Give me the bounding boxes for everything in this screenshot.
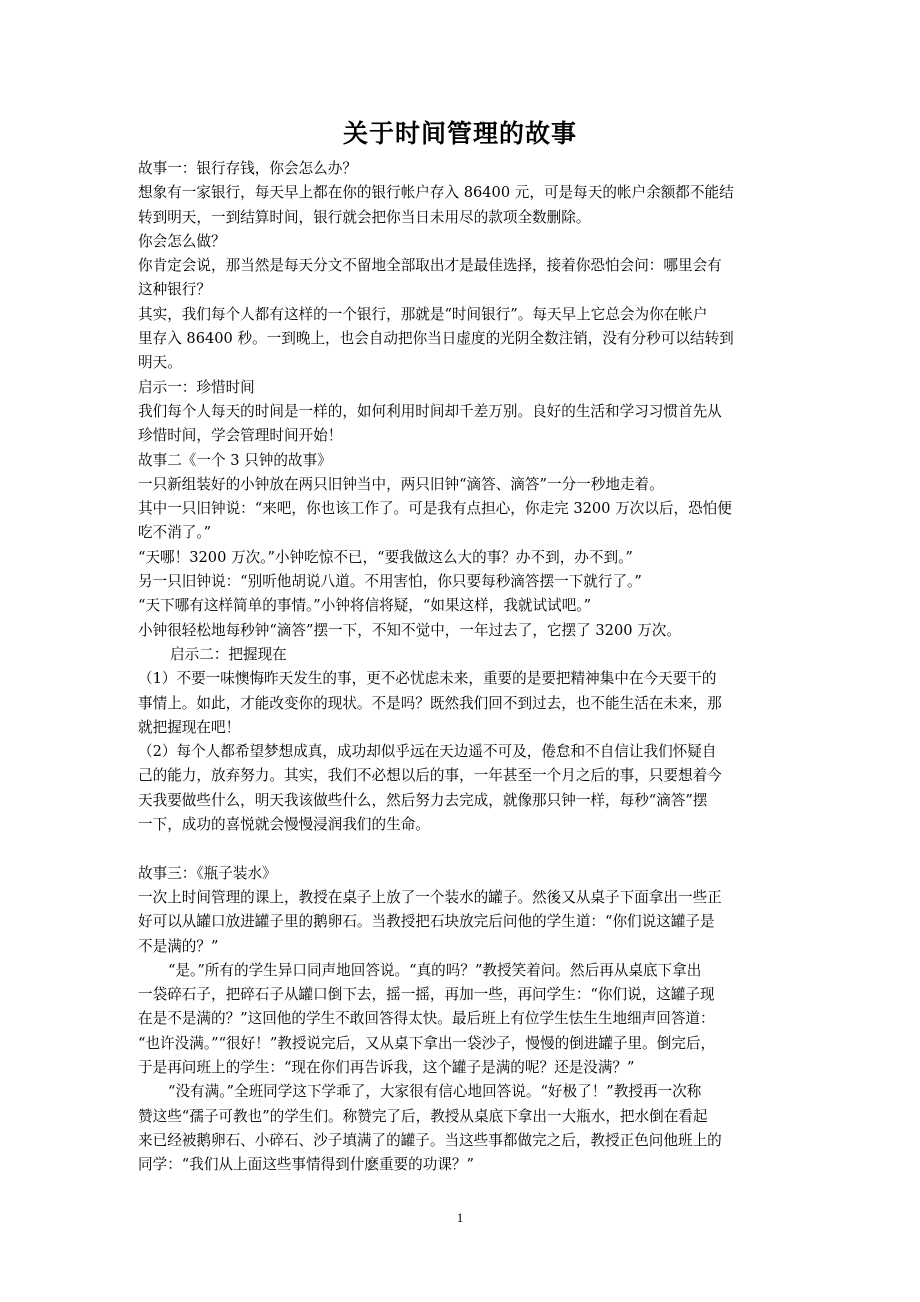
text-line: 故事二《一个 3 只钟的故事》 [138, 451, 332, 469]
text-line [138, 837, 788, 861]
text-line: 一下，成功的喜悦就会慢慢浸润我们的生命。 [138, 816, 430, 834]
text-line: 珍惜时间，学会管理时间开始！ [138, 427, 343, 445]
paragraph-s2-p1 [138, 473, 788, 497]
paragraph-s3-heading [138, 862, 788, 886]
text-line: 事情上。如此，才能改变你的现状。不是吗？既然我们回不到过去，也不能生活在未来，那 [138, 694, 722, 712]
text-line: 赞这些“孺子可教也”的学生们。称赞完了后，教授从桌底下拿出一大瓶水，把水倒在看起 [138, 1107, 708, 1125]
paragraph-s2-p6 [138, 619, 788, 643]
text-line: 在是不是满的？”这回他的学生不敢回答得太快。最后班上有位学生怯生生地细声回答道： [138, 1010, 715, 1028]
text-line: 其实，我们每个人都有这样的一个银行，那就是“时间银行”。每天早上它总会为你在帐户 [138, 305, 708, 323]
text-line: 故事三：《瓶子装水》 [138, 864, 277, 882]
text-line: “天下哪有这样简单的事情。”小钟将信将疑，“如果这样，我就试试吧。” [138, 597, 592, 615]
paragraph-lesson2-heading [138, 643, 788, 667]
paragraph-s1-p1 [138, 181, 788, 230]
text-line: 故事一：银行存钱，你会怎么办？ [138, 160, 357, 177]
text-line: 同学：“我们从上面这些事情得到什麽重要的功课？” [138, 1156, 474, 1174]
paragraph-s2-heading [138, 449, 788, 473]
text-line: 吃不消了。” [138, 524, 212, 542]
paragraph-lesson2-p2 [138, 740, 788, 837]
paragraph-lesson2-p1 [138, 667, 788, 740]
text-line: 好可以从罐口放进罐子里的鹅卵石。当教授把石块放完后问他的学生道：“你们说这罐子是 [138, 913, 715, 931]
paragraph-s1-q [138, 230, 788, 254]
paragraph-s3-p3 [138, 1080, 788, 1177]
paragraph-s1-p3 [138, 303, 788, 376]
text-line: 就把握现在吧！ [138, 718, 241, 736]
text-line: “是。”所有的学生异口同声地回答说。“真的吗？”教授笑着问。然后再从桌底下拿出 [168, 961, 702, 979]
text-line: 转到明天，一到结算时间，银行就会把你当日未用尽的款项全数删除。 [138, 208, 591, 226]
text-line: 里存入 86400 秒。一到晚上，也会自动把你当日虚度的光阴全数注销，没有分秒可以结转到 [138, 330, 734, 348]
text-line: 明天。 [138, 354, 182, 372]
paragraph-lesson1-p [138, 400, 788, 449]
paragraph-lesson1-heading [138, 376, 788, 400]
text-line: 于是再问班上的学生：“现在你们再告诉我，这个罐子是满的呢？还是没满？” [138, 1058, 635, 1076]
text-line: 你会怎么做？ [138, 232, 226, 250]
text-line: 天我要做些什么，明天我该做些什么，然后努力去完成，就像那只钟一样，每秒“滴答”摆 [138, 791, 708, 809]
paragraph-s1-heading [138, 157, 788, 181]
text-line: 小钟很轻松地每秒钟“滴答”摆一下，不知不觉中，一年过去了，它摆了 3200 万次。 [138, 621, 681, 639]
page-title: 关于时间管理的故事 [342, 119, 577, 148]
text-line: 一次上时间管理的课上，教授在桌子上放了一个装水的罐子。然後又从桌子下面拿出一些正 [138, 888, 722, 906]
paragraph-blank [138, 837, 788, 861]
text-line: 一只新组装好的小钟放在两只旧钟当中，两只旧钟“滴答、滴答”一分一秒地走着。 [138, 475, 664, 493]
text-line: 这种银行？ [138, 281, 211, 299]
document-body [138, 157, 788, 1177]
text-line: （1）不要一味懊悔昨天发生的事，更不必忧虑未来，重要的是要把精神集中在今天要干的 [138, 670, 717, 688]
text-line: 启示二：把握现在 [170, 645, 287, 663]
text-line: 我们每个人每天的时间是一样的，如何利用时间却千差万别。良好的生活和学习习惯首先从 [138, 402, 722, 420]
text-line: 不是满的？” [138, 937, 219, 955]
text-line: 想象有一家银行，每天早上都在你的银行帐户存入 86400 元，可是每天的帐户余额都不能结 [138, 184, 734, 202]
text-line: 另一只旧钟说：“别听他胡说八道。不用害怕，你只要每秒滴答摆一下就行了。” [138, 573, 642, 591]
paragraph-s3-p1 [138, 886, 788, 959]
paragraph-s2-p5 [138, 594, 788, 618]
text-line: 己的能力，放弃努力。其实，我们不必想以后的事，一年甚至一个月之后的事，只要想着今 [138, 767, 722, 785]
paragraph-s2-p4 [138, 570, 788, 594]
text-line: 一袋碎石子，把碎石子从罐口倒下去，摇一摇，再加一些，再问学生：“你们说，这罐子现 [138, 986, 715, 1004]
text-line: 你肯定会说，那当然是每天分文不留地全部取出才是最佳选择，接着你恐怕会问：哪里会有 [138, 257, 722, 275]
text-line: 其中一只旧钟说：“来吧，你也该工作了。可是我有点担心，你走完 3200 万次以后，恐怕便 [138, 500, 732, 518]
text-line: （2）每个人都希望梦想成真，成功却似乎远在天边遥不可及，倦怠和不自信让我们怀疑自 [138, 743, 717, 761]
page-number: 1 [456, 1210, 464, 1225]
text-line: 启示一：珍惜时间 [138, 378, 255, 396]
paragraph-s1-p2 [138, 254, 788, 303]
paragraph-s3-p2 [138, 959, 788, 1080]
text-line: 来已经被鹅卵石、小碎石、沙子填满了的罐子。当这些事都做完之后，教授正色问他班上的 [138, 1131, 722, 1149]
paragraph-s2-p3 [138, 546, 788, 570]
paragraph-s2-p2 [138, 497, 788, 546]
text-line: “也许没满。”“很好！”教授说完后，又从桌下拿出一袋沙子，慢慢的倒进罐子里。倒完后， [138, 1034, 716, 1052]
text-line: “没有满。”全班同学这下学乖了，大家很有信心地回答说。“好极了！”教授再一次称 [168, 1083, 702, 1101]
text-line: “天哪！3200 万次。”小钟吃惊不已，“要我做这么大的事？办不到，办不到。” [138, 548, 633, 566]
